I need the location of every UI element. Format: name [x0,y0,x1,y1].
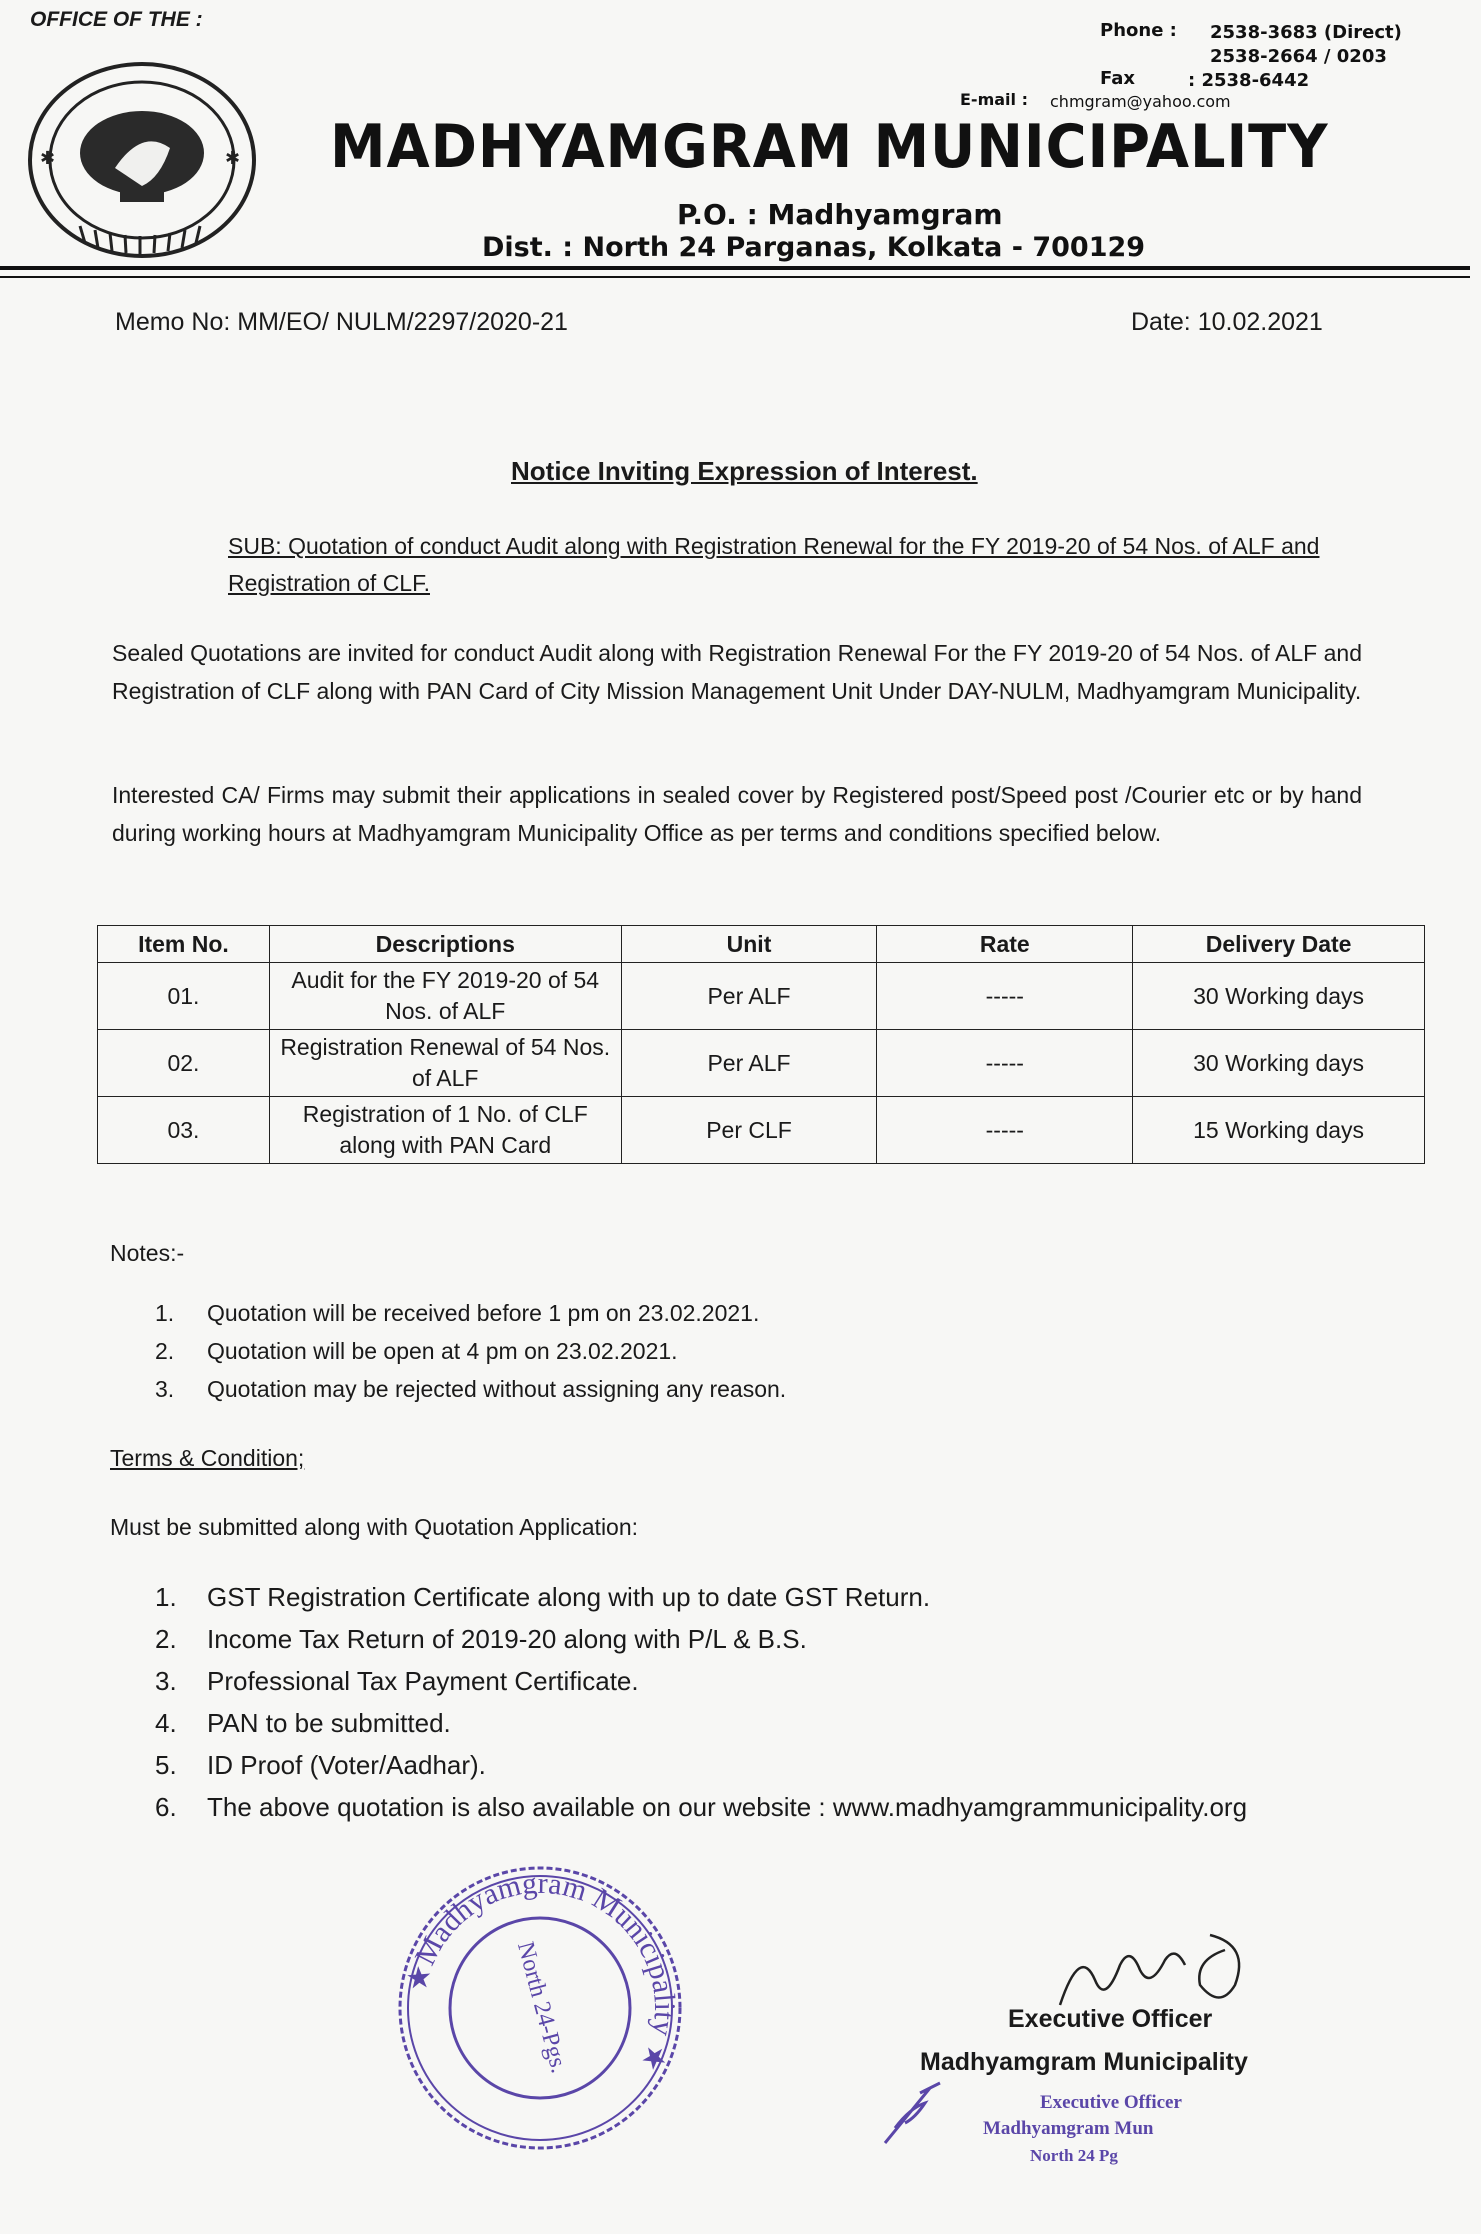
signatory-title: Executive Officer [1008,2005,1213,2033]
subject-line: SUB: Quotation of conduct Audit along with Registration Renewal for the FY 2019-20 of 54 Nos. of ALF and Registration of CLF. [228,533,1320,596]
list-item: 3. Quotation may be rejected without assigning any reason. [155,1376,786,1414]
item-unit: Per ALF [621,963,877,1030]
item-no: 02. [98,1030,270,1097]
fax-number: : 2538-6442 [1188,70,1310,91]
item-rate: ----- [877,1097,1133,1164]
item-delivery: 15 Working days [1133,1097,1425,1164]
item-description: Registration of 1 No. of CLF along with PAN Card [269,1097,621,1164]
list-item: 2. Quotation will be open at 4 pm on 23.02.2021. [155,1338,786,1376]
items-table [97,925,1425,1164]
item-rate: ----- [877,963,1133,1030]
intro-paragraph: Sealed Quotations are invited for conduct Audit along with Registration Renewal For the FY 2019-20 of 54 Nos. of ALF and Registration of CLF along with PAN Card of City Mission Management Unit Under DAY-NULM, Madhyamgram Municipality. [112,640,1362,704]
item-description: Registration Renewal of 54 Nos. of ALF [269,1030,621,1097]
header-divider-thin [0,276,1470,278]
terms-list [155,1582,1247,1834]
note-text: Quotation may be rejected without assigning any reason. [207,1376,787,1402]
list-item: 5. ID Proof (Voter/Aadhar). [155,1750,1247,1792]
list-item: 6. The above quotation is also available on our website : www.madhyamgrammunicipality.org [155,1792,1247,1834]
term-text: Professional Tax Payment Certificate. [207,1666,639,1696]
phone-number-1: 2538-3683 (Direct) [1210,22,1402,43]
signature [1050,1925,1260,2015]
memo-date: Date: 10.02.2021 [1131,308,1323,336]
list-item: 4. PAN to be submitted. [155,1708,1247,1750]
item-unit: Per CLF [621,1097,877,1164]
list-item: 1. Quotation will be received before 1 pm on 23.02.2021. [155,1300,786,1338]
item-rate: ----- [877,1030,1133,1097]
term-text: ID Proof (Voter/Aadhar). [207,1750,486,1780]
phone-number-2: 2538-2664 / 0203 [1210,46,1387,67]
email-address: chmgram@yahoo.com [1050,92,1231,111]
item-delivery: 30 Working days [1133,1030,1425,1097]
table-row [98,1097,1425,1164]
header-delivery-date: Delivery Date [1133,926,1425,963]
header-item-no: Item No. [98,926,270,963]
item-description: Audit for the FY 2019-20 of 54 Nos. of ALF [269,963,621,1030]
item-no: 03. [98,1097,270,1164]
term-text: Income Tax Return of 2019-20 along with P/L & B.S. [207,1624,807,1654]
submission-paragraph: Interested CA/ Firms may submit their applications in sealed cover by Registered post/Speed post /Courier etc or by hand during working hours at Madhyamgram Municipality Office as per terms and conditions specified below. [112,782,1362,846]
term-text: GST Registration Certificate along with up to date GST Return. [207,1582,931,1612]
seal-ring-text: ★Madhyamgram Municipality ★ [399,1866,682,2077]
office-label: OFFICE OF THE : [30,8,203,31]
table-row [98,963,1425,1030]
table-header-row [98,926,1425,963]
list-item: 3. Professional Tax Payment Certificate. [155,1666,1247,1708]
note-text: Quotation will be received before 1 pm on 23.02.2021. [207,1300,760,1326]
municipality-title: MADHYAMGRAM MUNICIPALITY [330,112,1329,182]
header-rate: Rate [877,926,1133,963]
municipality-round-seal [390,1858,690,2158]
signatory-organization: Madhyamgram Municipality [920,2048,1248,2076]
official-stamp-org: Madhyamgram Mun [983,2118,1154,2139]
notice-title: Notice Inviting Expression of Interest. [511,456,978,486]
list-item: 2. Income Tax Return of 2019-20 along with P/L & B.S. [155,1624,1247,1666]
term-text: PAN to be submitted. [207,1708,451,1738]
header-unit: Unit [621,926,877,963]
seal-center-text: North 24-Pgs. [511,1939,572,2076]
terms-label: Terms & Condition; [110,1445,305,1471]
notes-list [155,1300,786,1414]
terms-intro: Must be submitted along with Quotation Application: [110,1514,639,1540]
item-unit: Per ALF [621,1030,877,1097]
note-text: Quotation will be open at 4 pm on 23.02.2021. [207,1338,678,1364]
item-no: 01. [98,963,270,1030]
official-stamp-title: Executive Officer [1040,2092,1182,2113]
header-divider [0,266,1470,270]
notes-label: Notes:- [110,1240,185,1266]
memo-number: Memo No: MM/EO/ NULM/2297/2020-21 [115,308,568,336]
term-text: The above quotation is also available on our website : www.madhyamgrammunicipality.org [207,1792,1248,1822]
initials-scribble [880,2078,950,2148]
list-item: 1. GST Registration Certificate along with up to date GST Return. [155,1582,1247,1624]
fax-label: Fax [1100,68,1135,89]
svg-text:✱: ✱ [225,148,241,168]
email-label: E-mail : [960,90,1028,109]
official-stamp-district: North 24 Pg [1030,2146,1118,2165]
table-row [98,1030,1425,1097]
item-delivery: 30 Working days [1133,963,1425,1030]
phone-label: Phone : [1100,20,1177,41]
svg-text:✱: ✱ [40,148,56,168]
municipality-emblem-icon [20,58,265,263]
district-address: Dist. : North 24 Parganas, Kolkata - 700129 [482,232,1146,263]
post-office: P.O. : Madhyamgram [677,198,1003,231]
header-descriptions: Descriptions [269,926,621,963]
